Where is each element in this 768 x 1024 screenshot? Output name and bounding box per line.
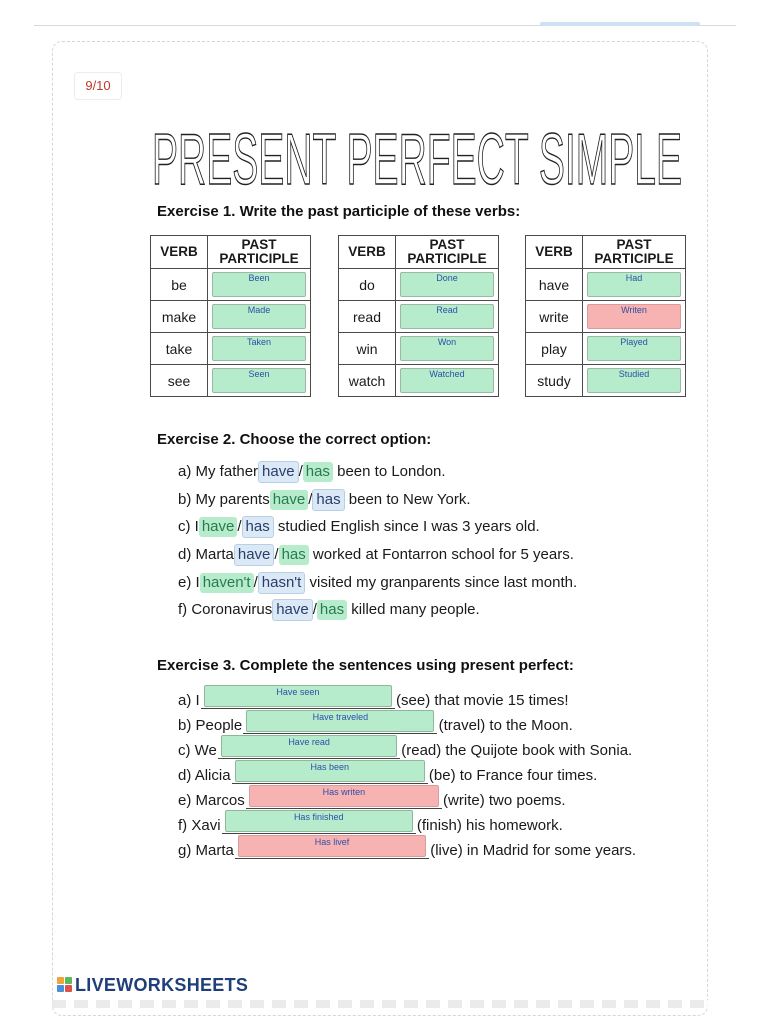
exercise1-heading: Exercise 1. Write the past participle of these verbs: <box>157 203 521 220</box>
participle-cell <box>583 269 686 301</box>
verb-table-2 <box>338 235 499 397</box>
participle-answer-input[interactable]: Watched <box>400 368 494 393</box>
item-letter: c) <box>178 518 191 535</box>
exercise3-item <box>178 835 636 859</box>
sentence-start: I <box>195 692 200 709</box>
item-letter: d) <box>178 546 192 563</box>
answer-input[interactable] <box>246 710 434 732</box>
sentence-start: Xavi <box>191 817 221 834</box>
option-1-button[interactable]: haven't <box>200 573 254 593</box>
table-row <box>339 333 499 365</box>
verb-cell: have <box>526 269 583 301</box>
verb-table-1 <box>150 235 311 397</box>
liveworksheets-logo-icon <box>57 977 73 993</box>
answer-input[interactable] <box>225 810 413 832</box>
sentence-end: (read) the Quijote book with Sonia. <box>401 742 633 759</box>
column-header-verb: VERB <box>339 236 396 269</box>
participle-cell <box>208 333 311 365</box>
header-line-1: PAST <box>241 237 277 252</box>
exercise2-item: b) My parents have / has been to New York. <box>178 489 471 511</box>
participle-answer-input[interactable]: Had <box>587 272 681 297</box>
verb-cell: read <box>339 301 396 333</box>
exercise2-item: f) Coronavirus have / has killed many people. <box>178 599 480 621</box>
answer-text: Has finished <box>293 812 344 822</box>
item-letter: d) <box>178 767 192 784</box>
sentence-start: I <box>194 518 199 535</box>
option-2-button[interactable]: has <box>317 600 347 620</box>
option-1-button[interactable]: have <box>199 517 238 537</box>
table-row <box>339 365 499 397</box>
table-row <box>339 301 499 333</box>
participle-answer-input[interactable]: Writen <box>587 304 681 329</box>
participle-cell <box>396 269 499 301</box>
participle-cell <box>396 301 499 333</box>
answer-text: Has been <box>310 762 349 772</box>
table-row <box>151 269 311 301</box>
exercise3-item <box>178 735 632 759</box>
answer-input[interactable] <box>238 835 426 857</box>
item-letter: e) <box>178 792 192 809</box>
sentence-start: People <box>195 717 243 734</box>
header-line-2: PARTICIPLE <box>594 251 674 266</box>
answer-input[interactable] <box>204 685 392 707</box>
exercise3-item <box>178 760 597 784</box>
answer-text: Has writen <box>322 787 366 797</box>
table-row <box>526 365 686 397</box>
header-line-1: PAST <box>429 237 465 252</box>
option-1-button[interactable]: have <box>270 490 309 510</box>
sentence-start: My father <box>195 463 259 480</box>
participle-answer-input[interactable]: Taken <box>212 336 306 361</box>
top-progress-accent <box>540 22 700 26</box>
verb-cell: see <box>151 365 208 397</box>
verb-cell: study <box>526 365 583 397</box>
sentence-start: Marcos <box>195 792 245 809</box>
column-header-past-participle <box>583 236 686 269</box>
answer-input[interactable] <box>235 760 425 782</box>
sentence-start: I <box>195 574 200 591</box>
sentence-end: visited my granparents since last month. <box>309 574 578 591</box>
column-header-past-participle <box>208 236 311 269</box>
answer-text: Have traveled <box>312 712 369 722</box>
sentence-start: We <box>194 742 217 759</box>
table-row <box>526 333 686 365</box>
answer-input[interactable] <box>249 785 439 807</box>
answer-input[interactable] <box>221 735 397 757</box>
column-header-verb: VERB <box>526 236 583 269</box>
option-1-button[interactable]: have <box>234 544 275 566</box>
answer-text: Has livef <box>314 837 350 847</box>
verb-cell: take <box>151 333 208 365</box>
participle-cell <box>396 365 499 397</box>
sentence-start: My parents <box>195 491 270 508</box>
option-2-button[interactable]: has <box>279 545 309 565</box>
participle-cell <box>396 333 499 365</box>
verb-cell: watch <box>339 365 396 397</box>
table-row <box>339 269 499 301</box>
option-1-button[interactable]: have <box>272 599 313 621</box>
table-row <box>526 269 686 301</box>
verb-cell: win <box>339 333 396 365</box>
sentence-end: killed many people. <box>351 601 480 618</box>
exercise3-heading: Exercise 3. Complete the sentences using present perfect: <box>157 657 574 674</box>
item-letter: e) <box>178 574 192 591</box>
participle-answer-input[interactable]: Played <box>587 336 681 361</box>
title-text: PRESENT PERFECT SIMPLE <box>152 126 682 192</box>
option-1-button[interactable]: have <box>258 461 299 483</box>
exercise2-heading: Exercise 2. Choose the correct option: <box>157 431 432 448</box>
sentence-start: Marta <box>195 842 234 859</box>
column-header-verb: VERB <box>151 236 208 269</box>
header-line-1: PAST <box>616 237 652 252</box>
participle-cell <box>583 333 686 365</box>
table-row <box>151 365 311 397</box>
option-2-button[interactable]: has <box>312 489 344 511</box>
sentence-end: (see) that movie 15 times! <box>396 692 569 709</box>
participle-answer-input[interactable]: Seen <box>212 368 306 393</box>
exercise3-item <box>178 685 569 709</box>
exercise2-item: a) My father have / has been to London. <box>178 461 446 483</box>
worksheet-title <box>150 126 685 192</box>
option-2-button[interactable]: hasn't <box>258 572 306 594</box>
exercise2-item: e) I haven't / hasn't visited my granparents since last month. <box>178 572 577 594</box>
exercise3-item <box>178 810 563 834</box>
sentence-end: (travel) to the Moon. <box>438 717 573 734</box>
table-row <box>526 301 686 333</box>
exercise2-item: c) I have / has studied English since I was 3 years old. <box>178 516 540 538</box>
sentence-end: been to London. <box>337 463 446 480</box>
sentence-end: (finish) his homework. <box>416 817 563 834</box>
sentence-end: (be) to France four times. <box>428 767 598 784</box>
item-letter: f) <box>178 601 188 618</box>
verb-cell: make <box>151 301 208 333</box>
score-badge: 9/10 <box>74 72 122 100</box>
header-line-2: PARTICIPLE <box>407 251 487 266</box>
participle-answer-input[interactable]: Studied <box>587 368 681 393</box>
participle-answer-input[interactable]: Read <box>400 304 494 329</box>
sentence-end: been to New York. <box>348 491 471 508</box>
participle-cell <box>208 269 311 301</box>
option-2-button[interactable]: has <box>303 462 333 482</box>
item-letter: a) <box>178 463 192 480</box>
participle-cell <box>583 365 686 397</box>
participle-cell <box>583 301 686 333</box>
sentence-start: Marta <box>195 546 234 563</box>
item-letter: a) <box>178 692 192 709</box>
exercise3-item <box>178 710 573 734</box>
verb-cell: do <box>339 269 396 301</box>
answer-text: Have seen <box>276 687 320 697</box>
option-2-button[interactable]: has <box>242 516 274 538</box>
participle-answer-input[interactable]: Been <box>212 272 306 297</box>
item-letter: f) <box>178 817 188 834</box>
participle-answer-input[interactable]: Won <box>400 336 494 361</box>
participle-answer-input[interactable]: Done <box>400 272 494 297</box>
item-letter: b) <box>178 717 192 734</box>
item-letter: c) <box>178 742 191 759</box>
verb-cell: be <box>151 269 208 301</box>
verb-table-3 <box>525 235 686 397</box>
liveworksheets-logo[interactable] <box>57 975 248 996</box>
sentence-end: studied English since I was 3 years old. <box>277 518 540 535</box>
column-header-past-participle <box>396 236 499 269</box>
participle-cell <box>208 301 311 333</box>
sentence-start: Alicia <box>194 767 231 784</box>
participle-answer-input[interactable]: Made <box>212 304 306 329</box>
participle-cell <box>208 365 311 397</box>
verb-cell: write <box>526 301 583 333</box>
item-letter: b) <box>178 491 192 508</box>
exercise2-item: d) Marta have / has worked at Fontarron school for 5 years. <box>178 544 574 566</box>
verb-cell: play <box>526 333 583 365</box>
sentence-end: (write) two poems. <box>443 792 566 809</box>
table-row <box>151 333 311 365</box>
footer-band <box>52 1000 708 1008</box>
sentence-start: Coronavirus <box>191 601 273 618</box>
brand-text: LIVEWORKSHEETS <box>75 975 249 995</box>
table-row <box>151 301 311 333</box>
header-line-2: PARTICIPLE <box>219 251 299 266</box>
answer-text: Have read <box>288 737 330 747</box>
item-letter: g) <box>178 842 192 859</box>
sentence-end: (live) in Madrid for some years. <box>430 842 637 859</box>
sentence-end: worked at Fontarron school for 5 years. <box>312 546 574 563</box>
exercise3-item <box>178 785 566 809</box>
